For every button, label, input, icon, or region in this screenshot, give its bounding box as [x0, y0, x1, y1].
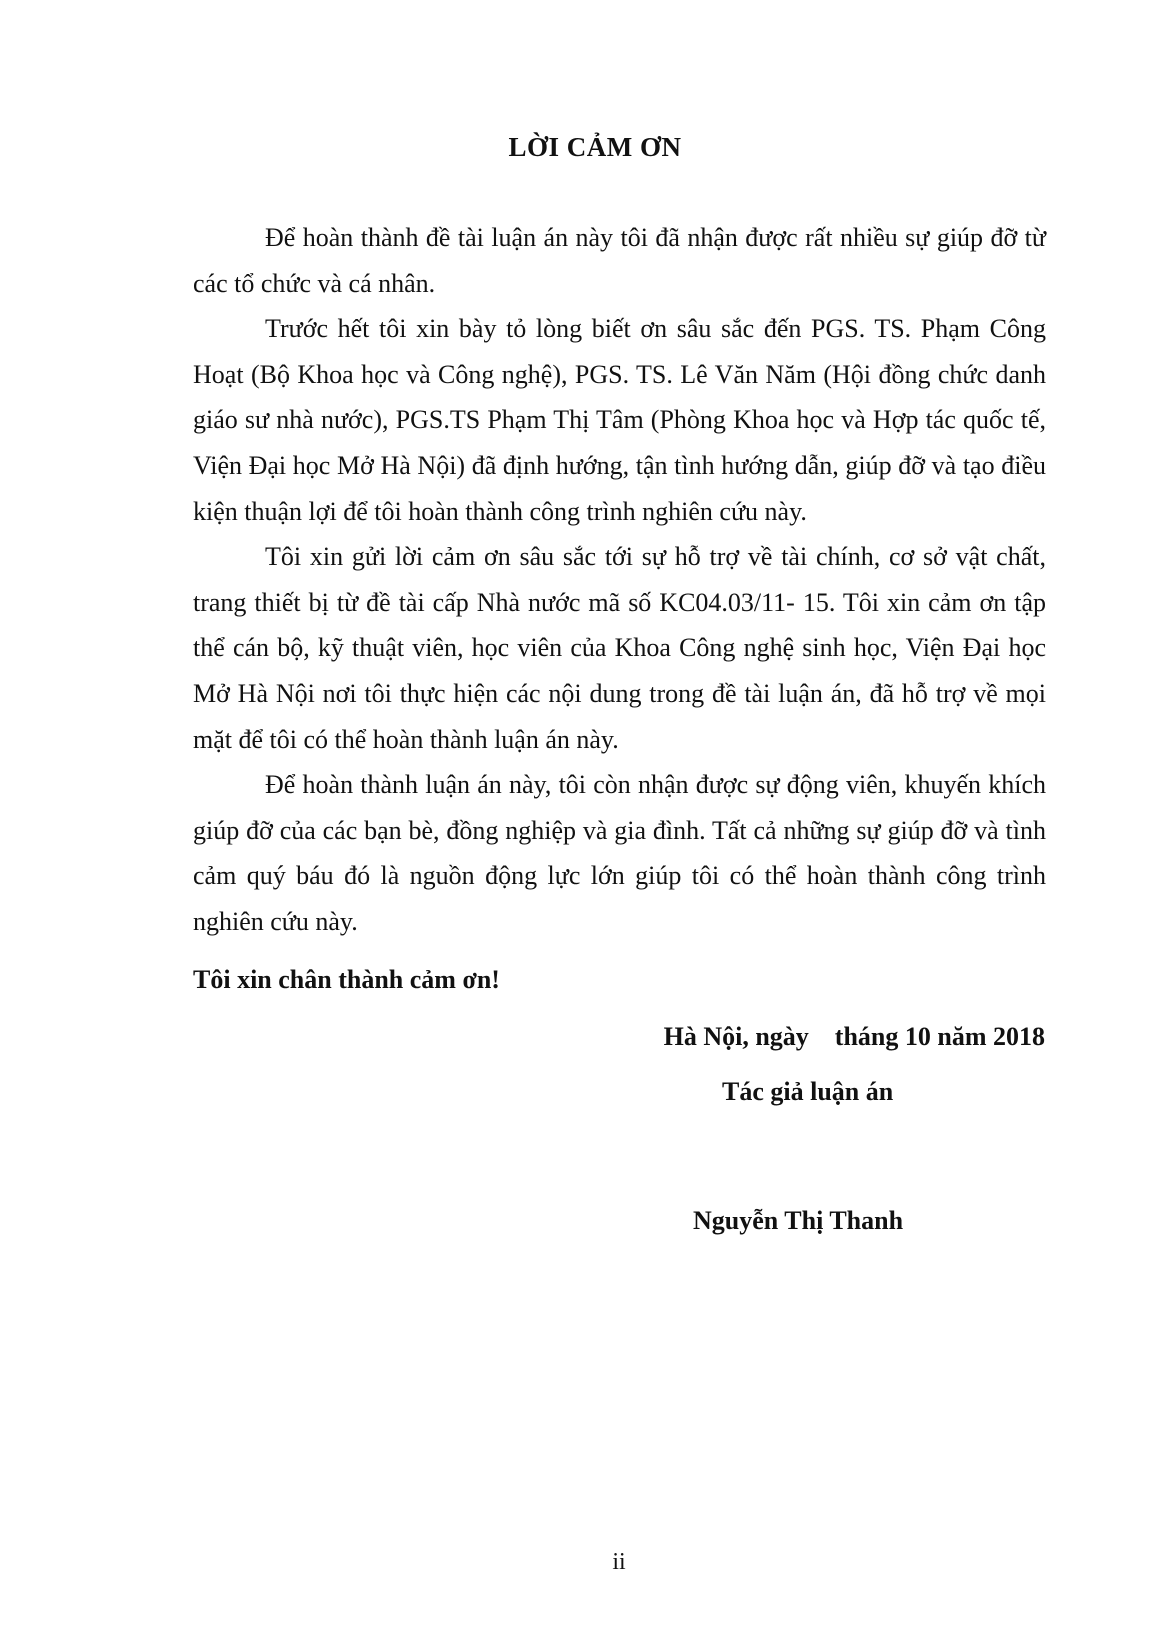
page-number: ii: [612, 1549, 626, 1575]
paragraph: Trước hết tôi xin bày tỏ lòng biết ơn sâu sắc đến PGS. TS. Phạm Công Hoạt (Bộ Khoa học và Công nghệ), PGS. TS. Lê Văn Năm (Hội đồng chức danh giáo sư nhà nước), PGS.TS Phạm Thị Tâm (Phòng Khoa học và Hợp tác quốc tế, Viện Đại học Mở Hà Nội) đã định hướng, tận tình hướng dẫn, giúp đỡ và tạo điều kiện thuận lợi để tôi hoàn thành công trình nghiên cứu này.: [193, 314, 1046, 526]
acknowledgement-body: [193, 215, 1046, 945]
page-title: LỜI CẢM ƠN: [508, 132, 682, 162]
paragraph: Tôi xin gửi lời cảm ơn sâu sắc tới sự hỗ trợ về tài chính, cơ sở vật chất, trang thiết bị từ đề tài cấp Nhà nước mã số KC04.03/11- 15. Tôi xin cảm ơn tập thể cán bộ, kỹ thuật viên, học viên của Khoa Công nghệ sinh học, Viện Đại học Mở Hà Nội nơi tôi thực hiện các nội dung trong đề tài luận án, đã hỗ trợ về mọi mặt để tôi có thể hoàn thành luận án này.: [193, 542, 1046, 754]
date-line: Hà Nội, ngày tháng 10 năm 2018: [663, 1022, 1045, 1051]
author-label: Tác giả luận án: [722, 1077, 894, 1106]
closing-line: Tôi xin chân thành cảm ơn!: [193, 965, 500, 994]
paragraph: Để hoàn thành đề tài luận án này tôi đã nhận được rất nhiều sự giúp đỡ từ các tổ chức và cá nhân.: [193, 223, 1046, 298]
author-name: Nguyễn Thị Thanh: [693, 1206, 904, 1235]
paragraph: Để hoàn thành luận án này, tôi còn nhận được sự động viên, khuyến khích giúp đỡ của các bạn bè, đồng nghiệp và gia đình. Tất cả những sự giúp đỡ và tình cảm quý báu đó là nguồn động lực lớn giúp tôi có thể hoàn thành công trình nghiên cứu này.: [193, 770, 1046, 936]
